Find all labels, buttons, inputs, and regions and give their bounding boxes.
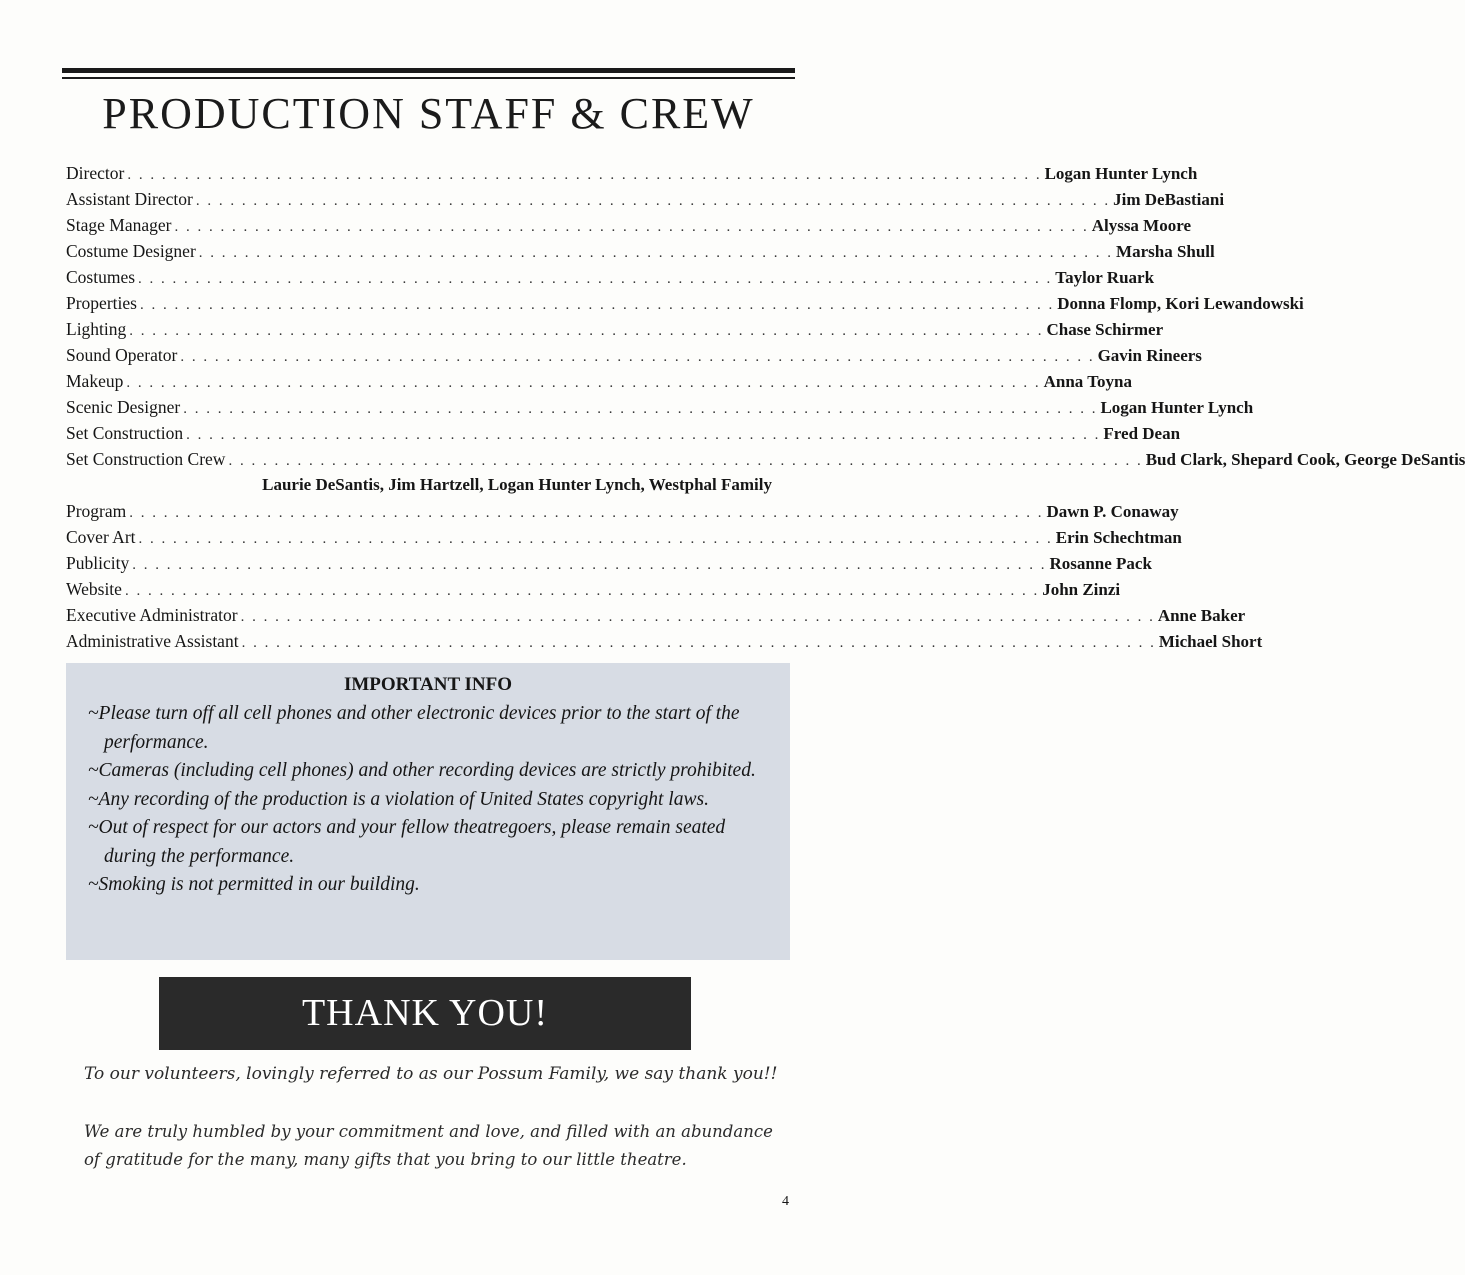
dot-leader: . . . . . . . . . . . . . . . . . . . . . . . . . . . . . . . . . . . . . . . . . . . . . . . . . . . . . . . . . . . . . . . . . . . . . . . . . . . . . . . . [240, 609, 1155, 625]
staff-role: Sound Operator [66, 345, 178, 365]
dot-leader: . . . . . . . . . . . . . . . . . . . . . . . . . . . . . . . . . . . . . . . . . . . . . . . . . . . . . . . . . . . . . . . . . . . . . . . . . . . . . . . . [228, 453, 1143, 469]
important-info-title: IMPORTANT INFO [343, 674, 513, 695]
dot-leader: . . . . . . . . . . . . . . . . . . . . . . . . . . . . . . . . . . . . . . . . . . . . . . . . . . . . . . . . . . . . . . . . . . . . . . . . . . . . . . . . [129, 505, 1044, 521]
staff-row [66, 631, 1263, 657]
staff-name-continuation: Laurie DeSantis, Jim Hartzell, Logan Hunter Lynch, Westphal Family [262, 475, 772, 494]
dot-leader: . . . . . . . . . . . . . . . . . . . . . . . . . . . . . . . . . . . . . . . . . . . . . . . . . . . . . . . . . . . . . . . . . . . . . . . . . . . . . . . . [129, 323, 1044, 339]
staff-row [66, 423, 1181, 449]
staff-role: Costume Designer [66, 241, 196, 261]
info-item: ~Please turn off all cell phones and other electronic devices prior to the start of the performance. [88, 703, 740, 753]
dot-leader: . . . . . . . . . . . . . . . . . . . . . . . . . . . . . . . . . . . . . . . . . . . . . . . . . . . . . . . . . . . . . . . . . . . . . . . . . . . . . . . . [186, 427, 1101, 443]
staff-name: Donna Flomp, Kori Lewandowski [1057, 294, 1304, 313]
dot-leader: . . . . . . . . . . . . . . . . . . . . . . . . . . . . . . . . . . . . . . . . . . . . . . . . . . . . . . . . . . . . . . . . . . . . . . . . . . . . . . . . [138, 271, 1053, 287]
staff-name: Erin Schechtman [1055, 528, 1182, 547]
staff-row [66, 605, 1246, 631]
staff-row [66, 163, 1198, 189]
dot-leader: . . . . . . . . . . . . . . . . . . . . . . . . . . . . . . . . . . . . . . . . . . . . . . . . . . . . . . . . . . . . . . . . . . . . . . . . . . . . . . . . [198, 245, 1114, 261]
info-item: ~Smoking is not permitted in our building. [88, 874, 420, 895]
staff-name: Michael Short [1158, 632, 1263, 651]
staff-role: Website [66, 579, 122, 599]
staff-name: Anne Baker [1157, 606, 1246, 625]
staff-row [66, 241, 1215, 267]
staff-row [66, 293, 1304, 319]
dot-leader: . . . . . . . . . . . . . . . . . . . . . . . . . . . . . . . . . . . . . . . . . . . . . . . . . . . . . . . . . . . . . . . . . . . . . . . . . . . . . . . . [183, 401, 1098, 417]
staff-name: Jim DeBastiani [1113, 190, 1225, 209]
staff-role: Scenic Designer [66, 397, 181, 417]
staff-role: Program [66, 501, 127, 521]
dot-leader: . . . . . . . . . . . . . . . . . . . . . . . . . . . . . . . . . . . . . . . . . . . . . . . . . . . . . . . . . . . . . . . . . . . . . . . . . . . . . . . . [138, 531, 1053, 547]
staff-row [66, 189, 1225, 215]
staff-row [66, 527, 1182, 553]
dot-leader: . . . . . . . . . . . . . . . . . . . . . . . . . . . . . . . . . . . . . . . . . . . . . . . . . . . . . . . . . . . . . . . . . . . . . . . . . . . . . . . . [195, 193, 1111, 209]
staff-row [66, 397, 1254, 423]
header-rule-thick [62, 68, 795, 73]
page-title: PRODUCTION STAFF & CREW [102, 89, 755, 138]
staff-row [66, 345, 1202, 371]
staff-role: Costumes [66, 267, 136, 287]
staff-list [66, 163, 1465, 657]
staff-role: Administrative Assistant [66, 631, 239, 651]
staff-row [66, 267, 1155, 293]
dot-leader: . . . . . . . . . . . . . . . . . . . . . . . . . . . . . . . . . . . . . . . . . . . . . . . . . . . . . . . . . . . . . . . . . . . . . . . . . . . . . . . . [241, 635, 1156, 651]
staff-name: Alyssa Moore [1091, 216, 1192, 235]
info-item: ~Cameras (including cell phones) and other recording devices are strictly prohibited. [88, 760, 756, 781]
staff-name: Marsha Shull [1116, 242, 1215, 261]
staff-name: John Zinzi [1042, 580, 1121, 599]
staff-role: Publicity [66, 553, 130, 573]
dot-leader: . . . . . . . . . . . . . . . . . . . . . . . . . . . . . . . . . . . . . . . . . . . . . . . . . . . . . . . . . . . . . . . . . . . . . . . . . . . . . . . . [124, 583, 1040, 599]
dot-leader: . . . . . . . . . . . . . . . . . . . . . . . . . . . . . . . . . . . . . . . . . . . . . . . . . . . . . . . . . . . . . . . . . . . . . . . . . . . . . . . . [139, 297, 1055, 313]
staff-name: Bud Clark, Shepard Cook, George DeSantis [1145, 450, 1465, 469]
staff-row [66, 319, 1164, 345]
staff-role: Executive Administrator [66, 605, 238, 625]
staff-name: Taylor Ruark [1055, 268, 1155, 287]
staff-role: Stage Manager [66, 215, 172, 235]
staff-name: Anna Toyna [1043, 372, 1132, 391]
staff-role: Set Construction Crew [66, 449, 226, 469]
staff-name: Logan Hunter Lynch [1044, 164, 1198, 183]
staff-role: Makeup [66, 371, 124, 391]
staff-role: Director [66, 163, 125, 183]
page-number: 4 [782, 1194, 789, 1209]
staff-row [66, 371, 1132, 397]
staff-role: Properties [66, 293, 137, 313]
dot-leader: . . . . . . . . . . . . . . . . . . . . . . . . . . . . . . . . . . . . . . . . . . . . . . . . . . . . . . . . . . . . . . . . . . . . . . . . . . . . . . . . [127, 167, 1042, 183]
staff-name: Fred Dean [1103, 424, 1181, 443]
thank-you-banner: THANK YOU! [159, 977, 691, 1050]
important-info-box [66, 663, 790, 960]
staff-row [66, 501, 1179, 527]
staff-name: Gavin Rineers [1097, 346, 1202, 365]
staff-role: Set Construction [66, 423, 184, 443]
staff-row [66, 553, 1152, 579]
staff-name: Dawn P. Conaway [1046, 502, 1179, 521]
staff-role: Assistant Director [66, 189, 193, 209]
dot-leader: . . . . . . . . . . . . . . . . . . . . . . . . . . . . . . . . . . . . . . . . . . . . . . . . . . . . . . . . . . . . . . . . . . . . . . . . . . . . . . . . [132, 557, 1047, 573]
header-rule-thin [62, 77, 795, 79]
dot-leader: . . . . . . . . . . . . . . . . . . . . . . . . . . . . . . . . . . . . . . . . . . . . . . . . . . . . . . . . . . . . . . . . . . . . . . . . . . . . . . . . [126, 375, 1041, 391]
dot-leader: . . . . . . . . . . . . . . . . . . . . . . . . . . . . . . . . . . . . . . . . . . . . . . . . . . . . . . . . . . . . . . . . . . . . . . . . . . . . . . . . [180, 349, 1095, 365]
staff-role: Cover Art [66, 527, 136, 547]
staff-name: Logan Hunter Lynch [1100, 398, 1254, 417]
dot-leader: . . . . . . . . . . . . . . . . . . . . . . . . . . . . . . . . . . . . . . . . . . . . . . . . . . . . . . . . . . . . . . . . . . . . . . . . . . . . . . . . [174, 219, 1089, 235]
volunteer-thanks-line: To our volunteers, lovingly referred to as our Possum Family, we say thank you!! [84, 1064, 778, 1084]
staff-row [66, 449, 1465, 475]
gratitude-paragraph: We are truly humbled by your commitment and love, and filled with an abundance of gratitude for the many, many gifts that you bring to our little theatre. [84, 1122, 773, 1169]
staff-row [66, 579, 1121, 605]
staff-role: Lighting [66, 319, 127, 339]
staff-name: Chase Schirmer [1046, 320, 1164, 339]
staff-name: Rosanne Pack [1049, 554, 1152, 573]
staff-row [66, 215, 1192, 241]
info-item: ~Any recording of the production is a violation of United States copyright laws. [88, 788, 709, 810]
info-item: ~Out of respect for our actors and your fellow theatregoers, please remain seated during the performance. [88, 817, 726, 867]
